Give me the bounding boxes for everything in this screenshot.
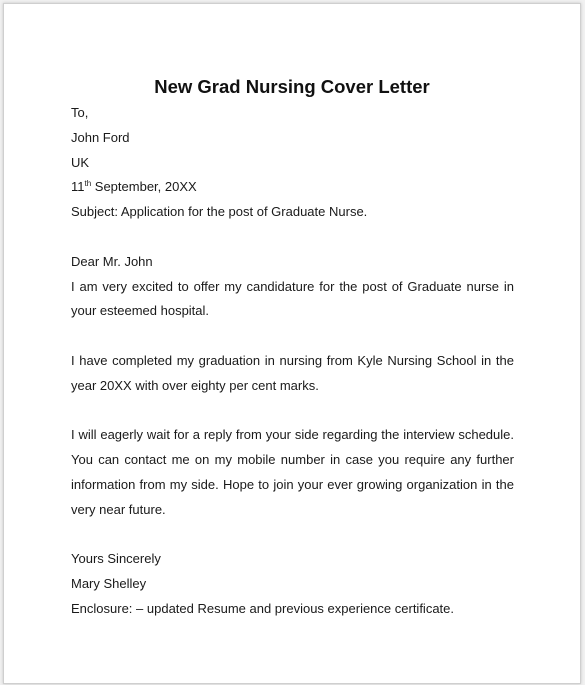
recipient-name: John Ford [71, 129, 130, 145]
recipient-country: UK [71, 154, 90, 170]
paragraph-1: I am very excited to offer my candidature for the post of Graduate nurse in your esteemed hospital. [71, 278, 514, 319]
sender-name: Mary Shelley [71, 576, 147, 592]
paragraph-2: I have completed my graduation in nursing from Kyle Nursing School in the year 20XX with over eighty per cent marks. [71, 352, 514, 393]
subject-line: Subject: Application for the post of Graduate Nurse. [71, 204, 368, 220]
closing: Yours Sincerely [71, 551, 161, 567]
letter-date [71, 175, 514, 200]
date-rest: September, 20XX [91, 179, 197, 195]
enclosure-line: Enclosure: – updated Resume and previous experience certificate. [71, 600, 454, 616]
letter-title: New Grad Nursing Cover Letter [154, 76, 430, 97]
paragraph-3: I will eagerly wait for a reply from your side regarding the interview schedule. You can contact me on my mobile number in case you require any further information from my side. Hope to join your ever growing organization in the very near future. [71, 427, 514, 517]
to-line: To, [71, 105, 89, 120]
date-day: 11 [71, 179, 85, 195]
letter-body [71, 101, 514, 622]
date-suffix: th [84, 179, 92, 189]
letter-page [3, 3, 581, 684]
salutation: Dear Mr. John [71, 253, 153, 269]
